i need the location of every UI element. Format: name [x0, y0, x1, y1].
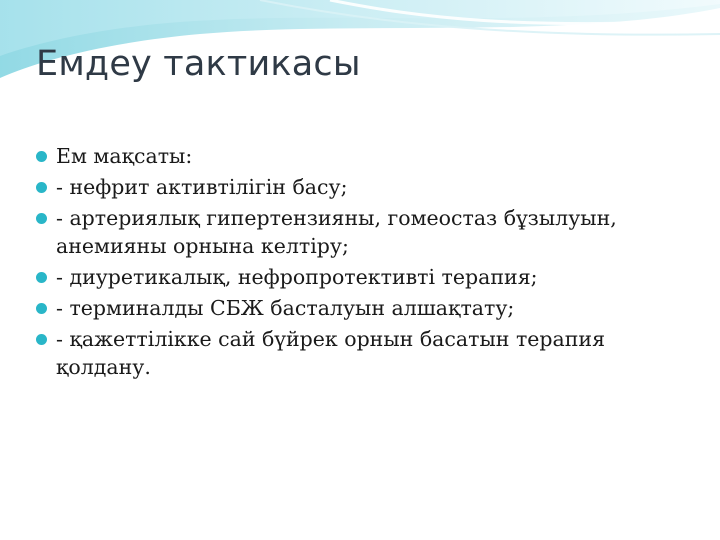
bullet-dot-icon	[36, 213, 47, 224]
slide-title: Емдеу тактикасы	[36, 44, 361, 84]
bullet-dot-icon	[36, 151, 47, 162]
bullet-list	[36, 142, 696, 384]
bullet-text: - терминалды СБЖ басталуын алшақтату;	[56, 296, 515, 320]
bullet-item	[36, 204, 696, 260]
bullet-text: - артериялық гипертензияны, гомеостаз бұзылуын, анемияны орнына келтіру;	[56, 206, 617, 258]
bullet-text: - қажеттілікке сай бүйрек орнын басатын терапия қолдану.	[56, 327, 606, 379]
bullet-item	[36, 173, 696, 201]
bullet-dot-icon	[36, 303, 47, 314]
bullet-text: Ем мақсаты:	[56, 144, 193, 168]
bullet-text: - диуретикалық, нефропротективті терапия;	[56, 265, 538, 289]
bullet-item	[36, 142, 696, 170]
bullet-text: - нефрит активтілігін басу;	[56, 175, 348, 199]
bullet-dot-icon	[36, 334, 47, 345]
bullet-dot-icon	[36, 182, 47, 193]
bullet-item	[36, 263, 696, 291]
bullet-dot-icon	[36, 272, 47, 283]
bullet-item	[36, 325, 696, 381]
bullet-item	[36, 294, 696, 322]
